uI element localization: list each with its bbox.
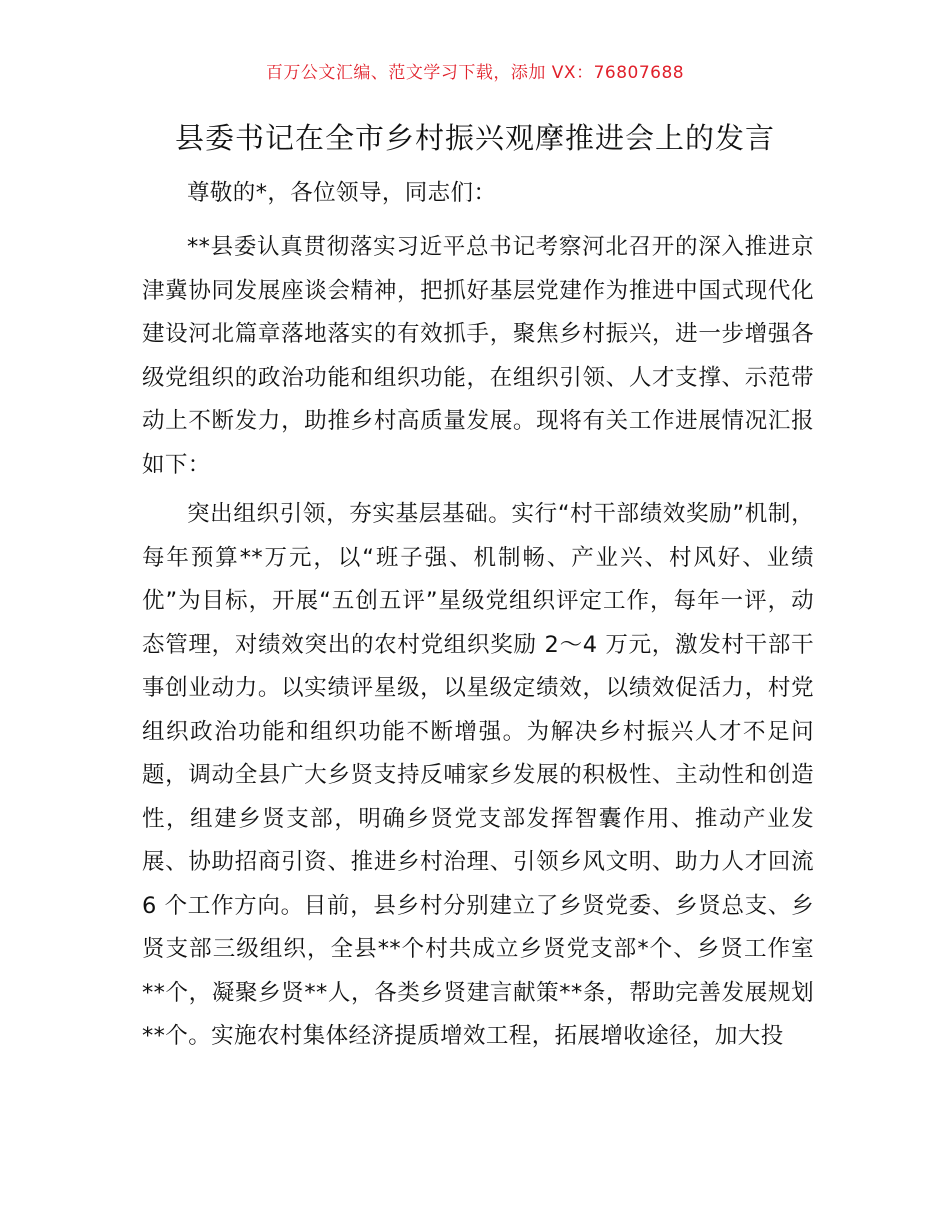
watermark-header: 百万公文汇编、范文学习下载，添加 VX：76807688	[265, 63, 685, 83]
greeting: 尊敬的*，各位领导，同志们：	[187, 180, 497, 206]
document-title: 县委书记在全市乡村振兴观摩推进会上的发言	[174, 121, 775, 155]
paragraph-2: 突出组织引领，夯实基层基础。实行“村干部绩效奖励”机制，每年预算**万元，以“班子强、机制畅、产业兴、村风好、业绩优”为目标，开展“五创五评”星级党组织评定工作，每年一评，动态管理，对绩效突出的农村党组织奖励 2～4 万元，激发村干部干事创业动力。以实绩评星级，以星级定绩效，以绩效促活力，村党组织政治功能和组织功能不断增强。为解决乡村振兴人才不足问题，调动全县广大乡贤支持反哺家乡发展的积极性、主动性和创造性，组建乡贤支部，明确乡贤党支部发挥智囊作用、推动产业发展、协助招商引资、推进乡村治理、引领乡风文明、助力人才回流 6 个工作方向。目前，县乡村分别建立了乡贤党委、乡贤总支、乡贤支部三级组织，全县**个村共成立乡贤党支部*个、乡贤工作室**个，凝聚乡贤**人，各类乡贤建言献策**条，帮助完善发展规划**个。实施农村集体经济提质增效工程，拓展增收途径，加大投	[142, 501, 814, 1049]
paragraph-1: **县委认真贯彻落实习近平总书记考察河北召开的深入推进京津冀协同发展座谈会精神，把抓好基层党建作为推进中国式现代化建设河北篇章落地落实的有效抓手，聚焦乡村振兴，进一步增强各级党组织的政治功能和组织功能，在组织引领、人才支撑、示范带动上不断发力，助推乡村高质量发展。现将有关工作进展情况汇报如下：	[142, 234, 814, 478]
